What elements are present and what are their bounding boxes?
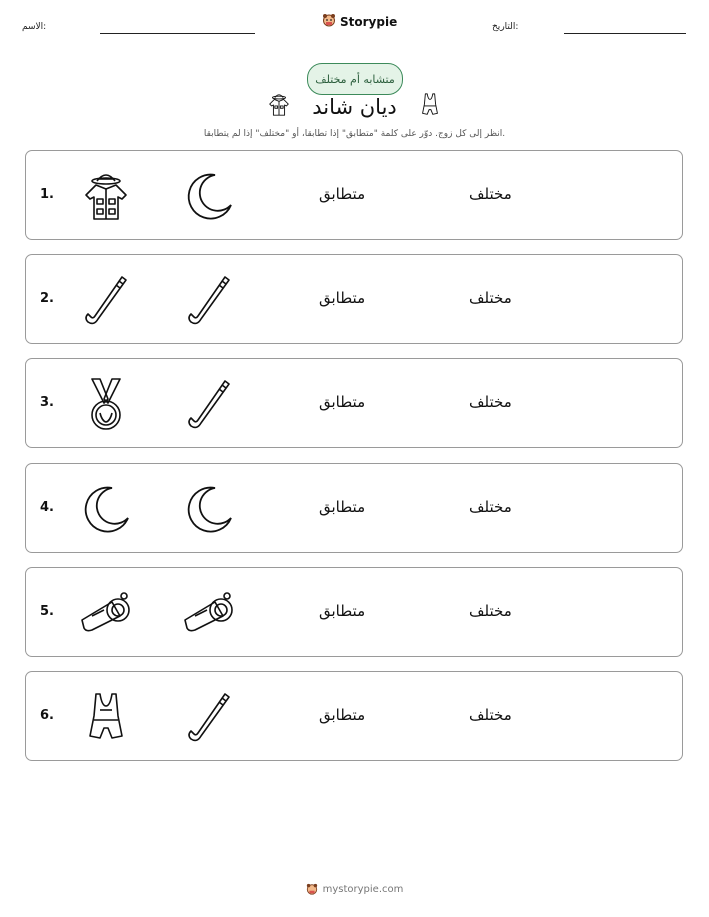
row-number: 2. xyxy=(40,291,54,306)
safari-outfit-icon xyxy=(266,90,292,124)
wrestling-singlet-icon xyxy=(417,90,443,124)
whistle-icon xyxy=(181,586,237,642)
title-row xyxy=(0,90,709,124)
name-label: الاسم: xyxy=(22,22,47,32)
footer-url[interactable]: mystorypie.com xyxy=(322,884,404,895)
same-option[interactable]: متطابق xyxy=(319,706,366,724)
different-option[interactable]: مختلف xyxy=(469,706,512,724)
same-option[interactable]: متطابق xyxy=(319,602,366,620)
brand-name: Storypie xyxy=(340,14,398,29)
brand-logo xyxy=(322,12,397,31)
worksheet-type-badge: متشابه أم مختلف xyxy=(307,63,403,95)
wrestling-singlet-icon xyxy=(78,690,134,746)
match-row-4 xyxy=(25,463,683,553)
crescent-moon-icon xyxy=(181,169,237,225)
storypie-mascot-icon xyxy=(306,880,318,899)
different-option[interactable]: مختلف xyxy=(469,602,512,620)
footer xyxy=(0,880,709,899)
hockey-stick-icon xyxy=(181,690,237,746)
hockey-stick-icon xyxy=(181,377,237,433)
same-option[interactable]: متطابق xyxy=(319,185,366,203)
different-option[interactable]: مختلف xyxy=(469,393,512,411)
same-option[interactable]: متطابق xyxy=(319,393,366,411)
match-row-3 xyxy=(25,358,683,448)
row-number: 4. xyxy=(40,500,54,515)
row-number: 6. xyxy=(40,708,54,723)
row-number: 5. xyxy=(40,604,54,619)
crescent-moon-icon xyxy=(78,482,134,538)
match-row-6 xyxy=(25,671,683,761)
worksheet-title: ديان شاند xyxy=(312,95,397,119)
row-number: 1. xyxy=(40,187,54,202)
same-option[interactable]: متطابق xyxy=(319,289,366,307)
crescent-moon-icon xyxy=(181,482,237,538)
match-row-1 xyxy=(25,150,683,240)
different-option[interactable]: مختلف xyxy=(469,289,512,307)
hockey-stick-icon xyxy=(181,273,237,329)
name-line[interactable] xyxy=(100,33,255,34)
same-option[interactable]: متطابق xyxy=(319,498,366,516)
whistle-icon xyxy=(78,586,134,642)
instructions: انظر إلى كل زوج. دوّر على كلمة "متطابق" إذا تطابقا، أو "مختلف" إذا لم يتطابقا. xyxy=(203,129,506,139)
row-number: 3. xyxy=(40,395,54,410)
different-option[interactable]: مختلف xyxy=(469,498,512,516)
safari-outfit-icon xyxy=(78,169,134,225)
match-row-5 xyxy=(25,567,683,657)
medal-icon xyxy=(78,377,134,433)
different-option[interactable]: مختلف xyxy=(469,185,512,203)
match-row-2 xyxy=(25,254,683,344)
storypie-mascot-icon xyxy=(322,12,336,31)
date-line[interactable] xyxy=(564,33,686,34)
hockey-stick-icon xyxy=(78,273,134,329)
date-label: التاريخ: xyxy=(492,22,519,32)
